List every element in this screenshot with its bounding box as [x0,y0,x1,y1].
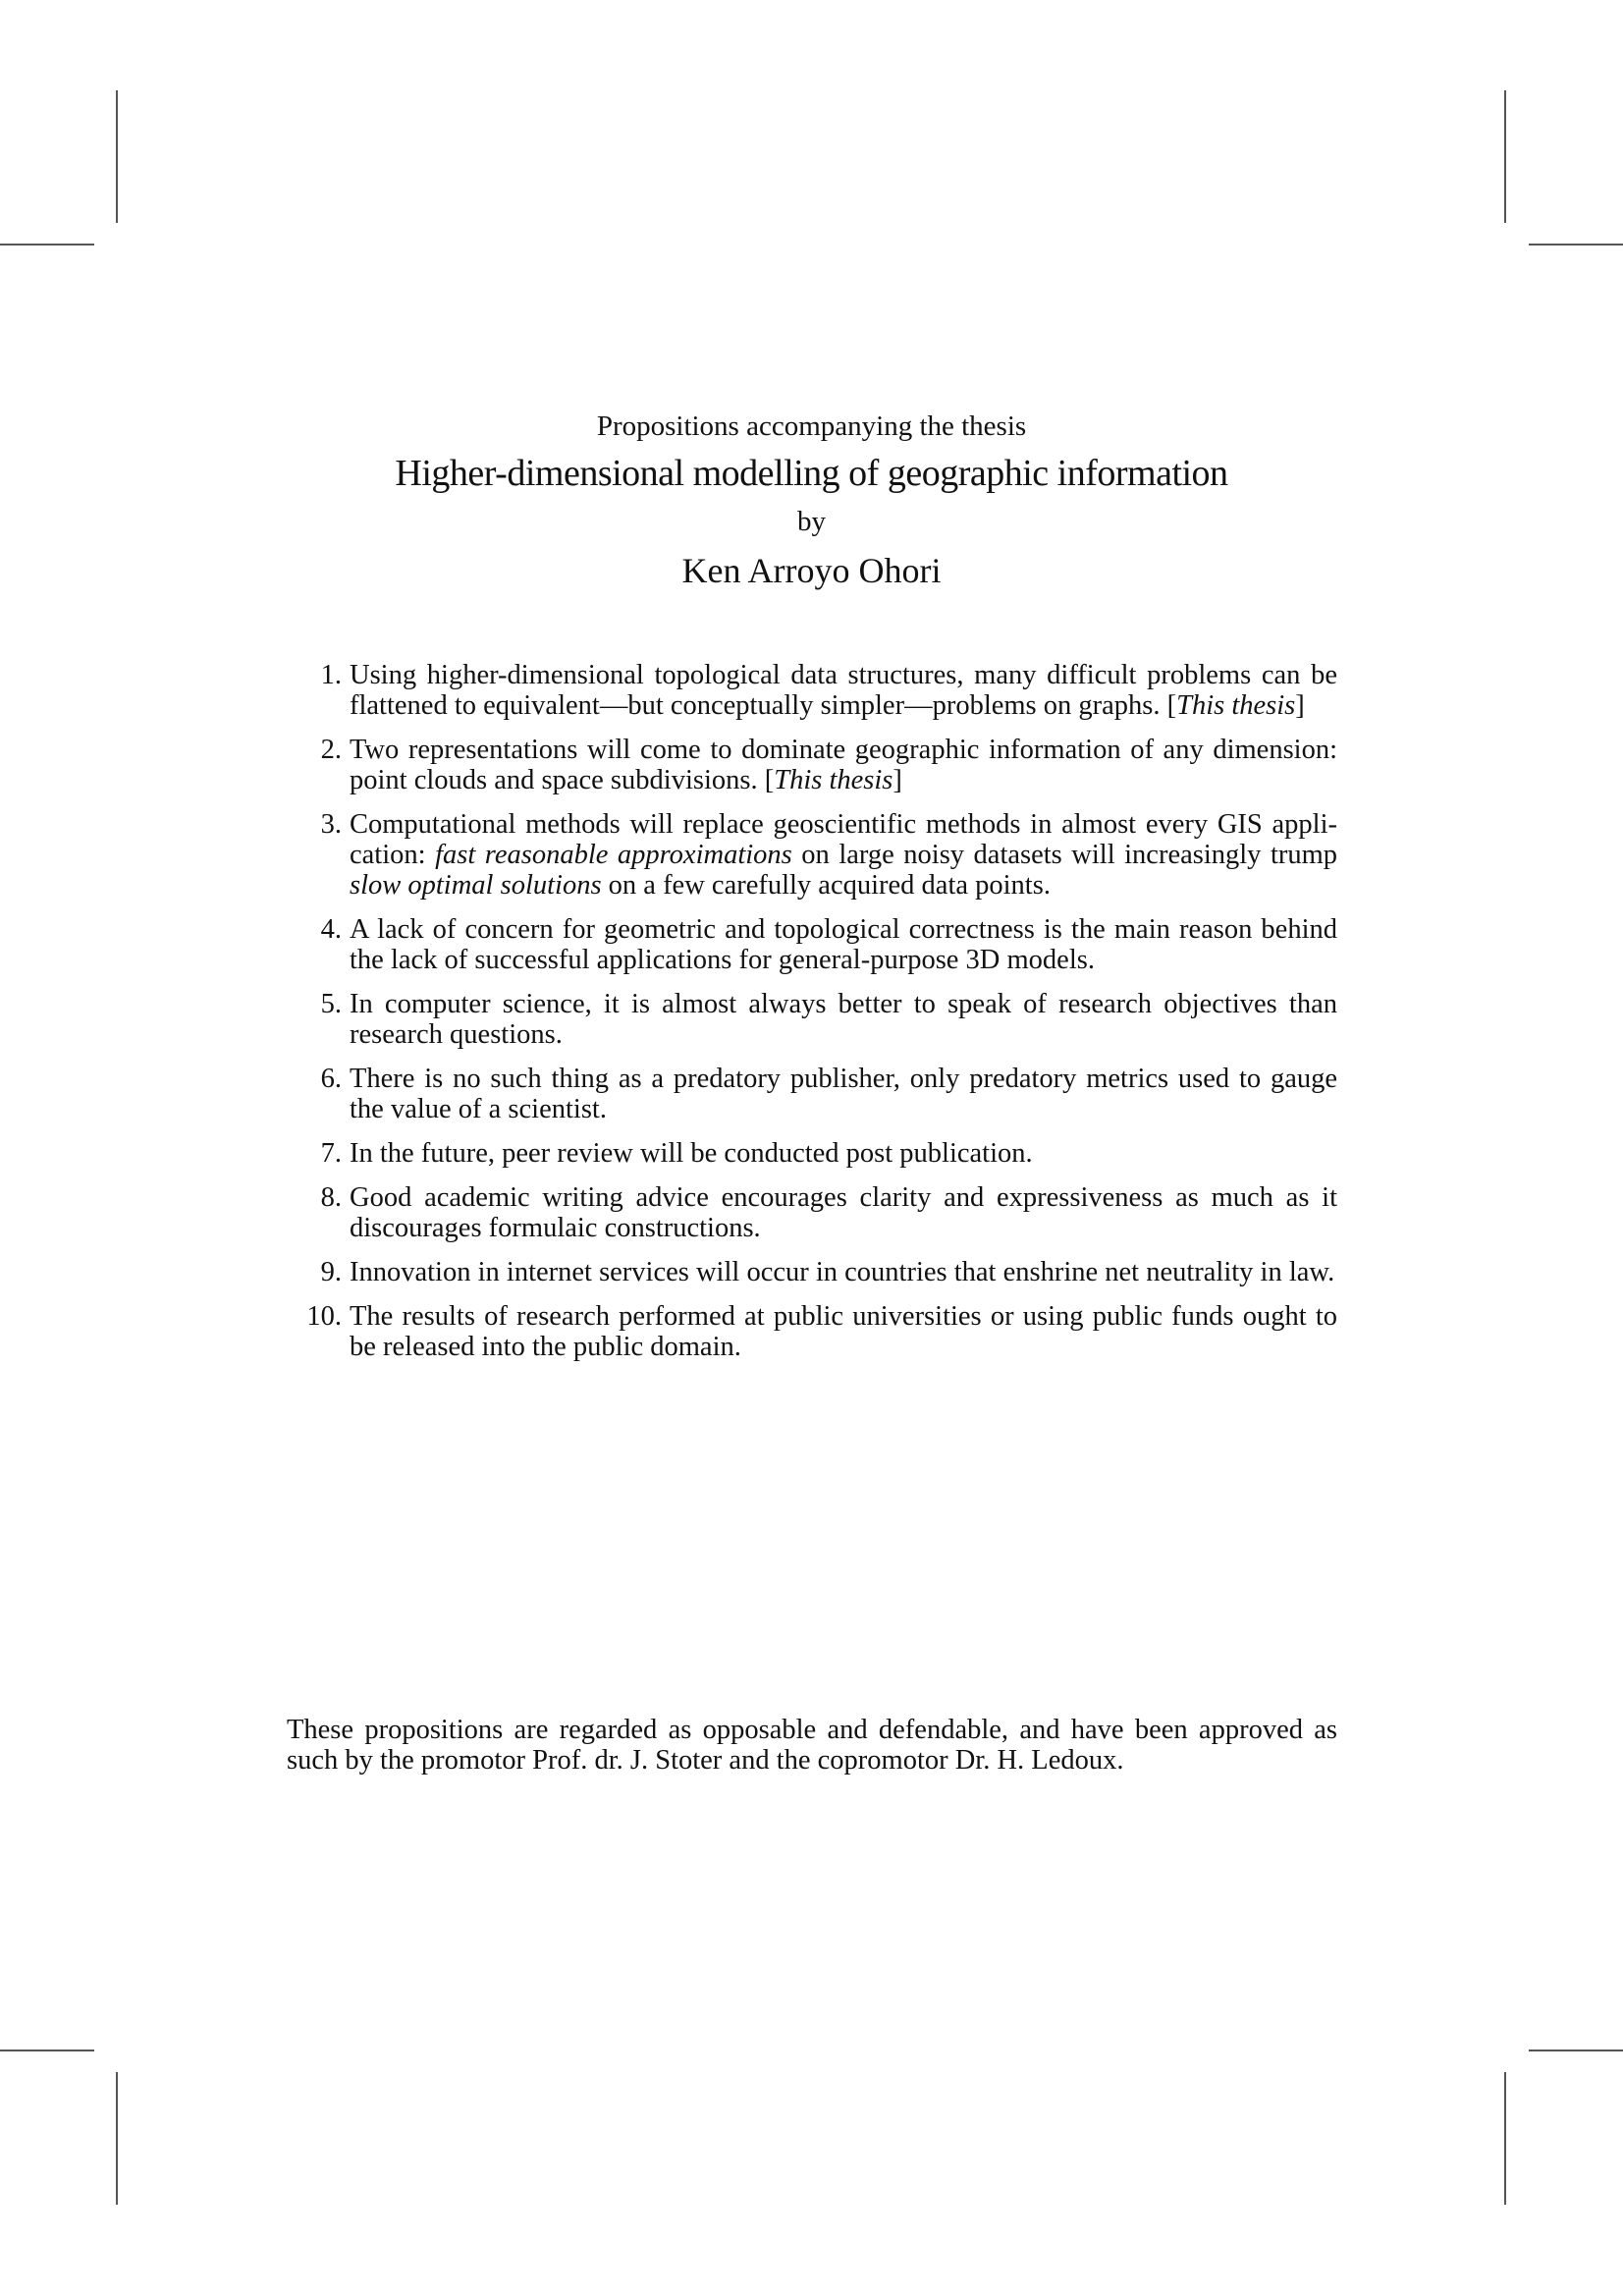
approval-note: These propositions are regarded as opposable and defendable, and have been approved as such by the promotor Prof. dr. J. Stoter and the copromotor Dr. H. Ledoux. [287,1715,1337,1776]
proposition-text: A lack of concern for geometric and topological correctness is the main reason behind the lack of successful applications for general-purpose 3D models. [350,914,1337,975]
proposition-text: Good academic writing advice encourages clarity and expressiveness as much as it discourages formulaic constructions. [350,1182,1337,1243]
proposition-number: 5. [320,989,342,1019]
crop-mark-top-left-vertical [116,90,118,223]
proposition-number: 6. [320,1064,342,1094]
crop-mark-bottom-right-vertical [1504,2072,1506,2205]
proposition-item [287,1301,1337,1362]
proposition-text: There is no such thing as a predatory publisher, only predatory metrics used to gauge the value of a scientist. [350,1064,1337,1124]
thesis-title: Higher-dimensional modelling of geographic information [395,453,1228,494]
proposition-text: In the future, peer review will be conducted post publication. [350,1138,1033,1169]
proposition-item [287,1182,1337,1243]
propositions-list [287,660,1337,1376]
proposition-item [287,1257,1337,1287]
proposition-number: 7. [320,1138,342,1169]
proposition-emphasis: fast reasonable approximations [435,840,792,870]
proposition-text: on a few carefully acquired data points. [608,870,1051,901]
proposition-number: 3. [320,809,342,840]
crop-mark-top-right-vertical [1504,90,1506,223]
proposition-number: 2. [320,735,342,765]
proposition-text: Using higher-dimensional topological data structures, many difficult problems can be flattened to equivalent—but conceptually simpler—problems on graphs. [350,660,1337,721]
crop-mark-top-left-horizontal [0,244,94,246]
author-name: Ken Arroyo Ohori [681,551,942,590]
proposition-text: In computer science, it is almost always better to speak of research objectives than research questions. [350,989,1337,1050]
proposition-number: 1. [320,660,342,690]
document-subtitle: Propositions accompanying the thesis [596,410,1027,442]
by-line: by [797,506,826,537]
proposition-number: 9. [320,1257,342,1287]
proposition-number: 10. [306,1301,342,1332]
proposition-number: 8. [320,1182,342,1213]
proposition-citation: [This thesis] [1166,690,1305,721]
citation-text: This thesis [1176,690,1296,721]
citation-text: This thesis [774,765,893,795]
proposition-item [287,1064,1337,1124]
proposition-item [287,1138,1337,1169]
proposition-item [287,989,1337,1050]
proposition-item [287,914,1337,975]
proposition-item [287,660,1337,721]
proposition-text: Computational methods will replace geoscientific methods in almost every GIS application: [350,809,1337,870]
crop-mark-bottom-right-horizontal [1529,2050,1623,2051]
proposition-number: 4. [320,914,342,945]
crop-mark-bottom-left-vertical [116,2072,118,2205]
proposition-emphasis: slow optimal solutions [350,870,602,901]
proposition-item [287,809,1337,901]
proposition-text: Two representations will come to dominate geographic information of any dimension: point clouds and space subdivisions. [350,735,1337,795]
crop-mark-bottom-left-horizontal [0,2050,94,2051]
proposition-item [287,735,1337,795]
proposition-text: Innovation in internet services will occur in countries that enshrine net neutrality in law. [350,1257,1335,1287]
crop-mark-top-right-horizontal [1529,244,1623,246]
proposition-text: on large noisy datasets will increasingly trump [801,840,1338,870]
proposition-text: The results of research performed at public universities or using public funds ought to be released into the public domain. [350,1301,1337,1362]
proposition-citation: [This thesis] [764,765,902,795]
